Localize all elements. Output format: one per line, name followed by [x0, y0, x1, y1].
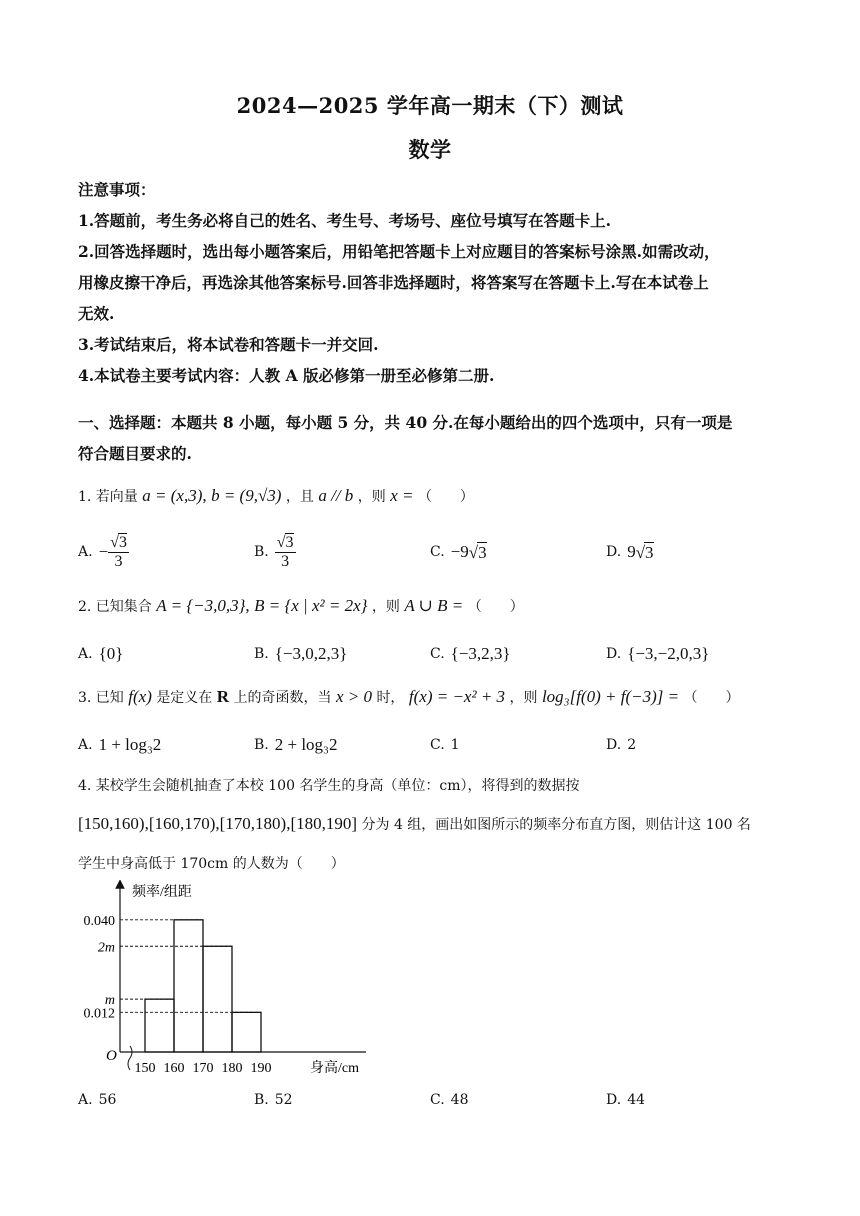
- option-label: B.: [254, 646, 269, 662]
- option-coef: 9: [627, 542, 636, 561]
- notes-item: 无效.: [78, 304, 115, 323]
- q4-intervals: [150,160),[160,170),[170,180),[180,190]: [78, 814, 358, 833]
- q3-prefix: 3. 已知: [78, 690, 124, 706]
- notes-item: 用橡皮擦干净后，再选涂其他答案标号.回答非选择题时，将答案写在答题卡上.写在本试卷上: [78, 273, 709, 292]
- histogram-bar: [145, 999, 174, 1052]
- q2-option-c[interactable]: [430, 634, 511, 674]
- y-axis-label: 频率/组距: [132, 885, 192, 900]
- option-label: D.: [606, 646, 622, 662]
- question-1: [78, 486, 474, 506]
- option-label: C.: [430, 1092, 445, 1108]
- q1-vector-b: b = (9,√3): [211, 486, 282, 505]
- q1-options: [78, 532, 783, 572]
- option-label: D.: [606, 544, 622, 560]
- option-text: 1: [450, 737, 460, 753]
- exam-subject: 数学: [408, 137, 452, 162]
- q1-option-a[interactable]: [78, 532, 129, 572]
- q3-reals: R: [216, 687, 230, 706]
- option-text: 44: [627, 1092, 646, 1108]
- notes-heading: 注意事项：: [78, 180, 156, 199]
- q3-text: 时，: [376, 690, 405, 706]
- option-label: C.: [430, 544, 445, 560]
- q3-option-b[interactable]: [254, 725, 338, 765]
- question-4-line-2: [78, 814, 751, 834]
- q1-parallel: a // b: [318, 486, 354, 505]
- q2-option-d[interactable]: [606, 634, 709, 674]
- option-label: B.: [254, 737, 269, 753]
- q4-option-b[interactable]: [254, 1080, 293, 1120]
- q2-option-b[interactable]: [254, 634, 347, 674]
- notes-block: [78, 174, 783, 391]
- option-coef: −9: [450, 542, 469, 561]
- origin-label: O: [106, 1048, 117, 1064]
- q1-option-b[interactable]: [254, 532, 296, 572]
- q4-option-c[interactable]: [430, 1080, 469, 1120]
- histogram-bar: [203, 946, 232, 1052]
- section-heading-line: 一、选择题：本题共 8 小题，每小题 5 分，共 40 分.在每小题给出的四个选项中，只有一项是: [78, 413, 733, 432]
- q1-end: ，则: [357, 489, 386, 505]
- histogram-bar: [174, 920, 203, 1052]
- notes-item: 4.本试卷主要考试内容：人教 A 版必修第一册至必修第二册.: [78, 366, 495, 385]
- q1-paren: （ ）: [417, 489, 474, 505]
- y-tick-label: 0.040: [83, 913, 115, 929]
- q1-mid: ，且: [285, 489, 314, 505]
- q3-text: 是定义在: [156, 690, 213, 706]
- q1-prefix: 1. 若向量: [78, 489, 138, 505]
- question-2: [78, 596, 524, 616]
- q3-expression: f(x) = −x² + 3: [408, 687, 506, 706]
- option-sign: −: [98, 542, 109, 561]
- option-label: A.: [78, 737, 93, 753]
- q2-set-a: A = {−3,0,3},: [156, 596, 250, 615]
- exam-title: 2024—2025 学年高一期末（下）测试: [236, 93, 624, 118]
- x-axis-label: 身高/cm: [310, 1061, 359, 1076]
- section-heading-line: 符合题目要求的.: [78, 444, 192, 463]
- q2-option-a[interactable]: [78, 634, 123, 674]
- option-text: 2 + log₃2: [274, 735, 338, 754]
- option-label: C.: [430, 646, 445, 662]
- option-label: A.: [78, 646, 93, 662]
- y-tick-label: 0.012: [83, 1006, 115, 1022]
- q4-options: [78, 1080, 783, 1120]
- histogram-svg: [74, 880, 374, 1080]
- option-fraction: $\frac{√3}{3}$: [276, 534, 294, 570]
- q3-option-d[interactable]: [606, 725, 636, 765]
- option-radicand: 3: [478, 542, 487, 562]
- q3-ask: log₃[f(0) + f(−3)] =: [541, 687, 680, 706]
- q2-prefix: 2. 已知集合: [78, 599, 152, 615]
- y-tick-label: 2m: [97, 940, 115, 956]
- q2-set-b: B = {x | x² = 2x}: [254, 596, 368, 615]
- q3-option-c[interactable]: [430, 725, 460, 765]
- notes-item: 3.考试结束后，将本试卷和答题卡一并交回.: [78, 335, 379, 354]
- x-tick-label: 150: [134, 1061, 156, 1076]
- notes-item: 1.答题前，考生务必将自己的姓名、考生号、考场号、座位号填写在答题卡上.: [78, 211, 612, 230]
- q4-option-d[interactable]: [606, 1080, 645, 1120]
- option-text: {−3,0,2,3}: [274, 644, 348, 663]
- q1-ask: x =: [390, 486, 414, 505]
- option-text: {0}: [98, 644, 124, 663]
- option-text: 56: [98, 1092, 117, 1108]
- option-text: 2: [627, 737, 637, 753]
- histogram-chart: [74, 880, 374, 1084]
- option-text: 1 + log₃2: [98, 735, 162, 754]
- q4-text: 分为 4 组，画出如图所示的频率分布直方图，则估计这 100 名: [361, 817, 751, 833]
- q2-options: [78, 634, 783, 674]
- section-heading: [78, 407, 783, 469]
- option-label: A.: [78, 544, 93, 560]
- q1-option-c[interactable]: C. −9 √3: [430, 542, 487, 562]
- q3-condition: x > 0: [335, 687, 372, 706]
- option-label: D.: [606, 737, 622, 753]
- option-fraction: $\frac{√3}{3}$: [110, 534, 127, 570]
- x-tick-label: 170: [192, 1061, 214, 1076]
- option-label: B.: [254, 1092, 269, 1108]
- notes-item: 2.回答选择题时，选出每小题答案后，用铅笔把答题卡上对应题目的答案标号涂黑.如需改动，: [78, 242, 720, 261]
- histogram-bar: [232, 1012, 261, 1052]
- option-text: 52: [274, 1092, 293, 1108]
- q3-option-a[interactable]: [78, 725, 161, 765]
- question-4-line-3: 学生中身高低于 170cm 的人数为（ ）: [78, 856, 345, 872]
- q4-option-a[interactable]: [78, 1080, 116, 1120]
- q3-text: 上的奇函数，当: [233, 690, 332, 706]
- x-tick-label: 190: [250, 1061, 272, 1076]
- option-label: D.: [606, 1092, 622, 1108]
- q3-text: ，则: [509, 690, 538, 706]
- q3-paren: （ ）: [683, 690, 740, 706]
- y-tick-label: m: [104, 993, 115, 1009]
- option-text: {−3,2,3}: [450, 644, 511, 663]
- q3-options: [78, 725, 783, 765]
- option-label: B.: [254, 544, 269, 560]
- q1-vector-a: a = (x,3),: [142, 486, 207, 505]
- q2-end: ，则: [371, 599, 400, 615]
- option-text: {−3,−2,0,3}: [627, 644, 710, 663]
- question-4-line-1: 4. 某校学生会随机抽查了本校 100 名学生的身高（单位：cm），将得到的数据按: [78, 778, 580, 794]
- axis-break-mark: [128, 1046, 132, 1070]
- q3-fx: f(x): [128, 687, 152, 706]
- option-radicand: 3: [645, 542, 654, 562]
- x-tick-label: 160: [163, 1061, 185, 1076]
- x-tick-label: 180: [221, 1061, 243, 1076]
- q2-ask: A ∪ B =: [404, 596, 464, 615]
- option-label: A.: [78, 1092, 93, 1108]
- question-3: [78, 687, 740, 707]
- q2-paren: （ ）: [467, 599, 524, 615]
- option-text: 48: [450, 1092, 469, 1108]
- q1-option-d[interactable]: D. 9 √3: [606, 542, 654, 562]
- option-label: C.: [430, 737, 445, 753]
